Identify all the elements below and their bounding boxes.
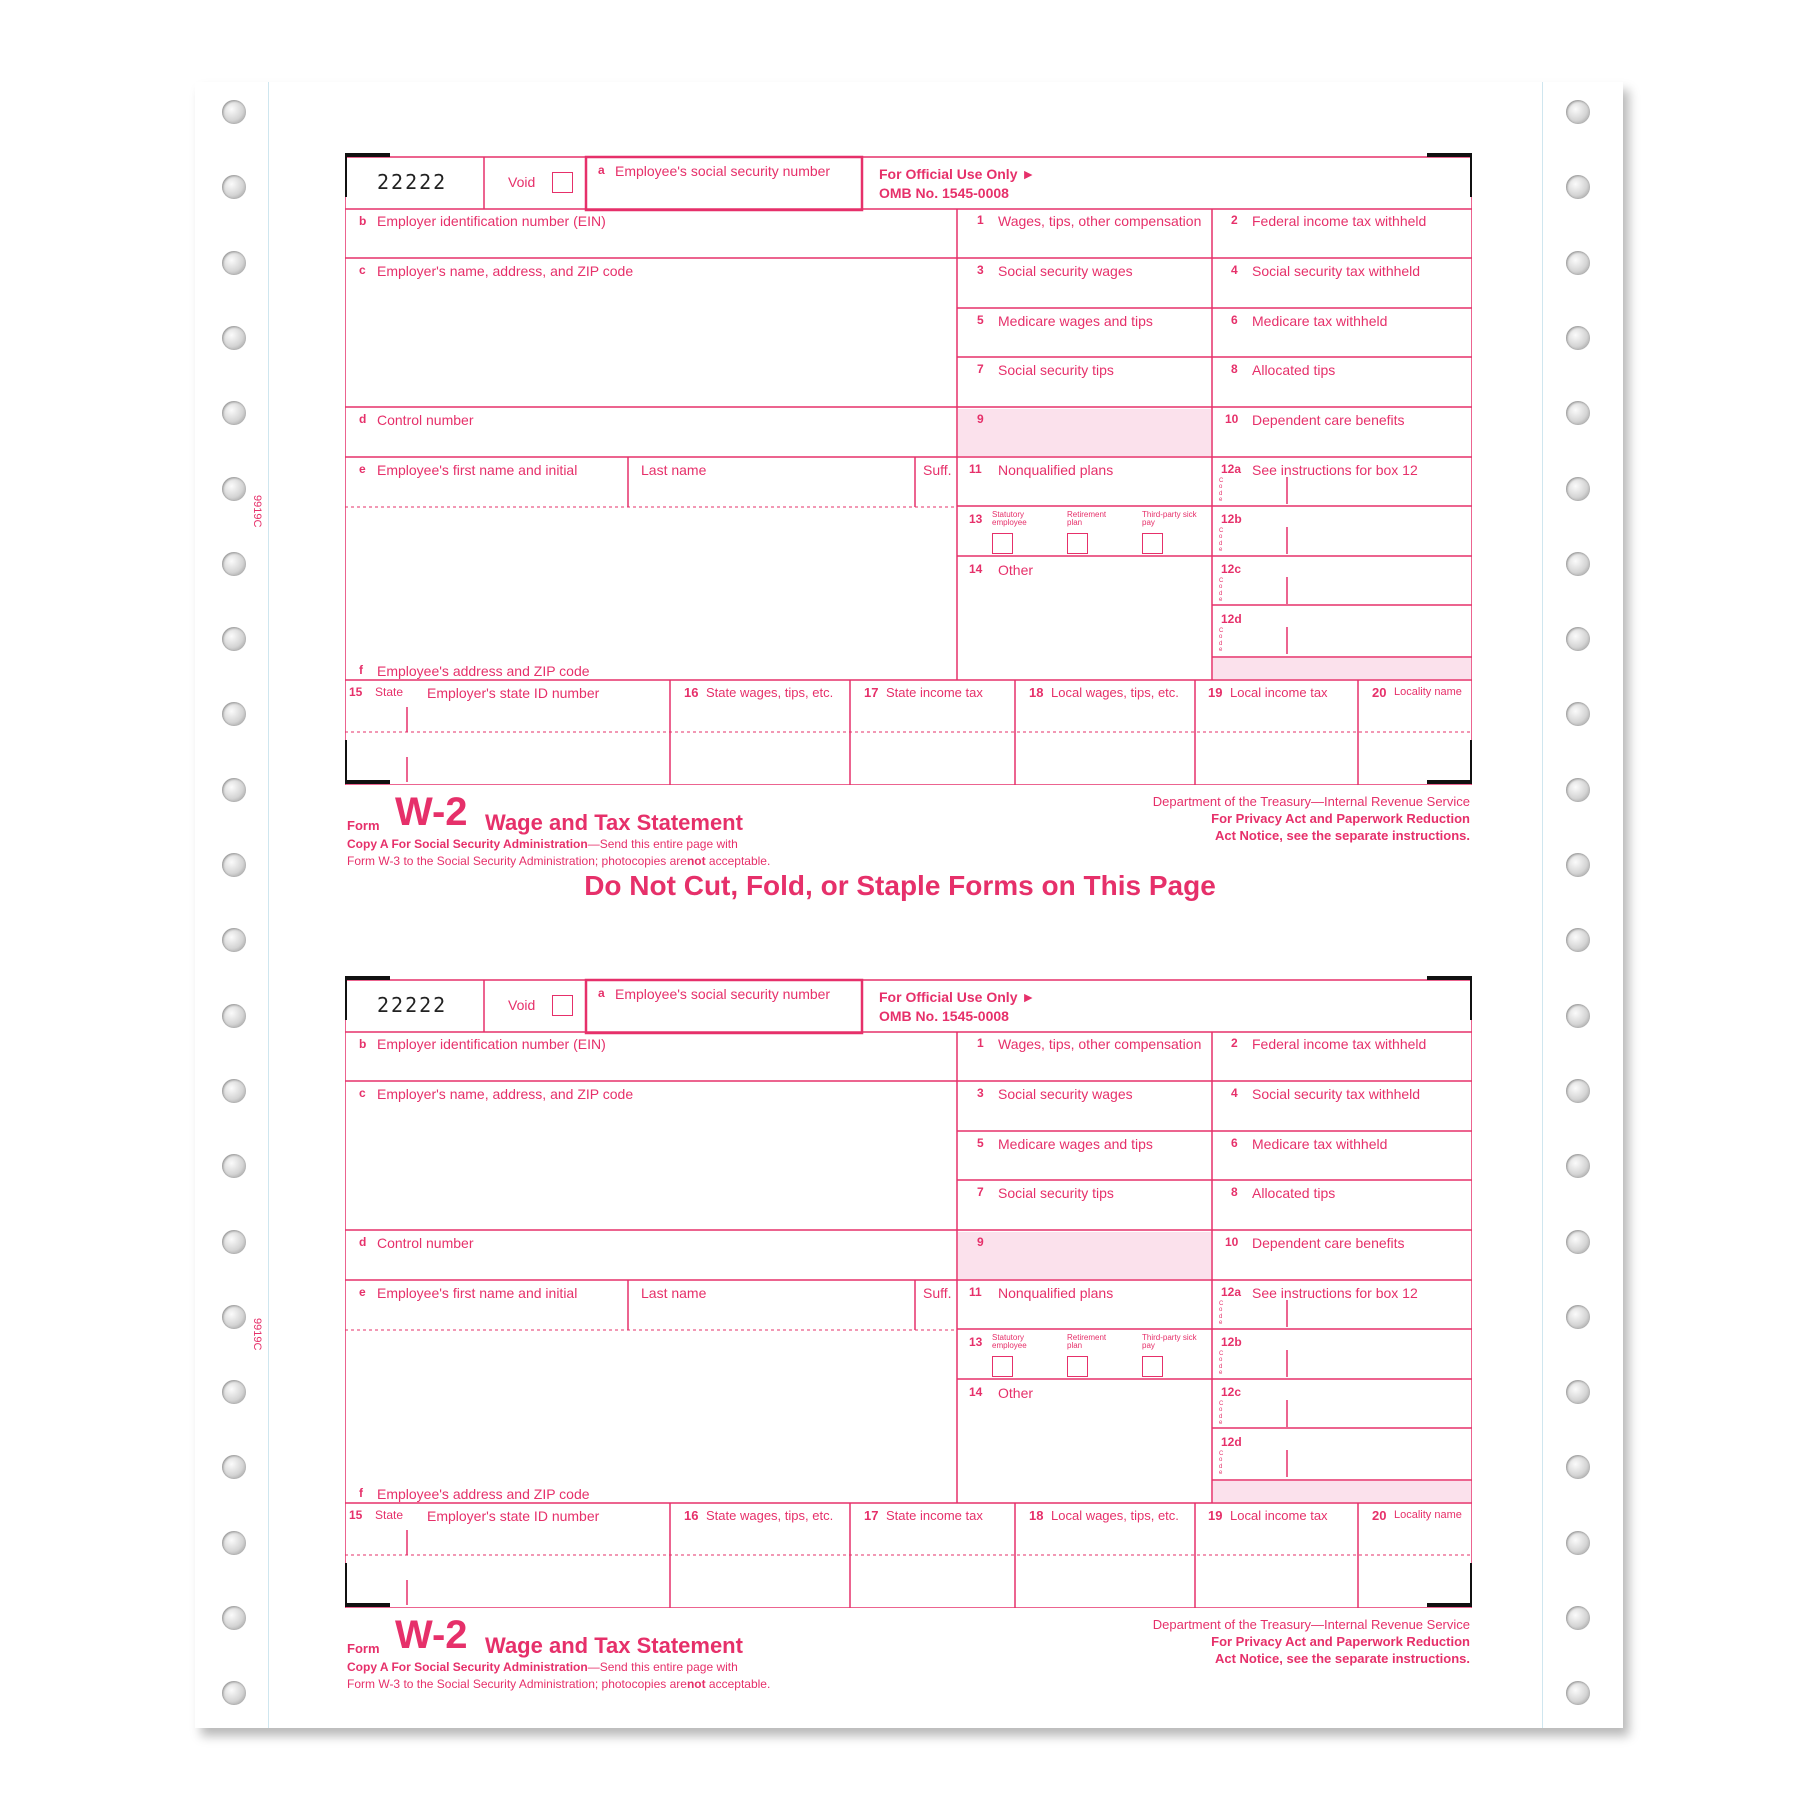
- box12a-code-label: Code: [1219, 1301, 1224, 1326]
- box12b-number: 12b: [1221, 512, 1242, 526]
- box17-label: State income tax: [886, 685, 983, 700]
- copy-a-not: not: [686, 1677, 706, 1691]
- form-code-22222: 22222: [377, 993, 448, 1017]
- feed-hole: [1566, 778, 1590, 802]
- box12d-number: 12d: [1221, 1435, 1242, 1449]
- box12c-number: 12c: [1221, 1385, 1242, 1399]
- box12b-code-label: Code: [1219, 1351, 1224, 1376]
- privacy-notice-line2: Act Notice, see the separate instructions.: [1214, 828, 1470, 843]
- treasury-dept: Department of the Treasury—Internal Revenue Service: [1152, 794, 1470, 809]
- official-use-label: For Official Use Only ►: [879, 989, 1036, 1005]
- retirement-plan-label: Retirement plan: [1067, 1333, 1107, 1351]
- statutory-employee-label: Statutory employee: [992, 1333, 1027, 1351]
- box-b-label: Employer identification number (EIN): [377, 1036, 606, 1052]
- box20-label: Locality name: [1394, 1509, 1462, 1521]
- copy-a-line2b: acceptable.: [705, 854, 771, 868]
- box8-label: Allocated tips: [1252, 362, 1336, 378]
- statutory-employee-checkbox[interactable]: [992, 1356, 1013, 1377]
- box20-number: 20: [1372, 1508, 1387, 1523]
- third-party-sick-pay-label: Third-party sick pay: [1142, 510, 1197, 528]
- copy-a-rest: —Send this entire page with: [587, 837, 738, 851]
- feed-hole: [222, 251, 246, 275]
- form-word: Form: [347, 1641, 380, 1656]
- box1-label: Wages, tips, other compensation: [998, 1036, 1202, 1052]
- box10-number: 10: [1225, 1235, 1239, 1249]
- feed-hole: [222, 1305, 246, 1329]
- form-word: Form: [347, 818, 380, 833]
- box-c-letter: c: [359, 1086, 366, 1100]
- feed-hole: [1566, 1154, 1590, 1178]
- do-not-cut-notice: Do Not Cut, Fold, or Staple Forms on This Page: [584, 870, 1216, 901]
- feed-hole: [1566, 326, 1590, 350]
- feed-hole: [1566, 100, 1590, 124]
- box5-label: Medicare wages and tips: [998, 1136, 1153, 1152]
- box17-number: 17: [864, 1508, 879, 1523]
- box-a-label: Employee's social security number: [615, 163, 831, 179]
- box12a-number: 12a: [1221, 462, 1242, 476]
- feed-hole: [222, 401, 246, 425]
- box7-number: 7: [977, 1185, 984, 1199]
- box8-number: 8: [1231, 1185, 1238, 1199]
- wage-tax-statement-title: Wage and Tax Statement: [485, 810, 743, 835]
- box-e-label: Employee's first name and initial: [377, 1285, 578, 1301]
- void-checkbox[interactable]: [552, 995, 573, 1016]
- last-name-label: Last name: [641, 462, 707, 478]
- feed-hole: [1566, 1079, 1590, 1103]
- copy-a-line2a: Form W-3 to the Social Security Administration; photocopies are: [347, 1677, 687, 1691]
- box13-number: 13: [969, 512, 983, 526]
- retirement-plan-checkbox[interactable]: [1067, 533, 1088, 554]
- omb-number: OMB No. 1545-0008: [879, 1008, 1009, 1024]
- box-d-letter: d: [359, 1235, 367, 1249]
- box10-label: Dependent care benefits: [1252, 412, 1405, 428]
- void-label: Void: [508, 174, 536, 190]
- box20-number: 20: [1372, 685, 1387, 700]
- box6-number: 6: [1231, 1136, 1238, 1150]
- last-name-label: Last name: [641, 1285, 707, 1301]
- box10-label: Dependent care benefits: [1252, 1235, 1405, 1251]
- feed-hole: [1566, 401, 1590, 425]
- box14-number: 14: [969, 1385, 983, 1399]
- feed-hole: [1566, 1004, 1590, 1028]
- box12a-code-label: Code: [1219, 478, 1224, 503]
- box15-number: 15: [349, 685, 363, 699]
- feed-hole: [1566, 1531, 1590, 1555]
- box5-label: Medicare wages and tips: [998, 313, 1153, 329]
- box5-number: 5: [977, 313, 984, 327]
- box18-number: 18: [1029, 1508, 1044, 1523]
- copy-a-not: not: [686, 854, 706, 868]
- copy-a-line2b: acceptable.: [705, 1677, 771, 1691]
- box16-number: 16: [684, 685, 699, 700]
- privacy-notice-line2: Act Notice, see the separate instructions.: [1214, 1651, 1470, 1666]
- feed-hole: [222, 1079, 246, 1103]
- wage-tax-statement-title: Wage and Tax Statement: [485, 1633, 743, 1658]
- box15-id-label: Employer's state ID number: [427, 685, 600, 701]
- retirement-plan-checkbox[interactable]: [1067, 1356, 1088, 1377]
- box19-label: Local income tax: [1230, 1508, 1328, 1523]
- box-a-label: Employee's social security number: [615, 986, 831, 1002]
- box14-label: Other: [998, 562, 1034, 578]
- box4-number: 4: [1231, 1086, 1238, 1100]
- box-d-label: Control number: [377, 412, 474, 428]
- box14-label: Other: [998, 1385, 1034, 1401]
- box12b-number: 12b: [1221, 1335, 1242, 1349]
- left-tear-line: [268, 82, 269, 1728]
- box9-number: 9: [977, 1235, 984, 1249]
- box-f-label: Employee's address and ZIP code: [377, 663, 590, 679]
- feed-hole: [1566, 1606, 1590, 1630]
- box-f-letter: f: [359, 663, 363, 677]
- feed-hole: [1566, 477, 1590, 501]
- box-c-label: Employer's name, address, and ZIP code: [377, 1086, 634, 1102]
- box2-number: 2: [1231, 213, 1238, 227]
- feed-hole: [222, 1606, 246, 1630]
- box15-id-label: Employer's state ID number: [427, 1508, 600, 1524]
- box-c-label: Employer's name, address, and ZIP code: [377, 263, 634, 279]
- box2-number: 2: [1231, 1036, 1238, 1050]
- feed-hole: [222, 1230, 246, 1254]
- box12-instructions: See instructions for box 12: [1252, 462, 1418, 478]
- box17-label: State income tax: [886, 1508, 983, 1523]
- box7-label: Social security tips: [998, 1185, 1114, 1201]
- box11-label: Nonqualified plans: [998, 462, 1114, 478]
- w2-form-top: [345, 152, 1472, 785]
- copy-a-rest: —Send this entire page with: [587, 1660, 738, 1674]
- third-party-sick-pay-label: Third-party sick pay: [1142, 1333, 1197, 1351]
- box12c-code-label: Code: [1219, 1401, 1224, 1426]
- box12d-code-label: Code: [1219, 1451, 1224, 1476]
- box-e-letter: e: [359, 1285, 366, 1299]
- box5-number: 5: [977, 1136, 984, 1150]
- void-checkbox[interactable]: [552, 172, 573, 193]
- box4-label: Social security tax withheld: [1252, 263, 1421, 279]
- box3-label: Social security wages: [998, 263, 1133, 279]
- box16-label: State wages, tips, etc.: [706, 685, 834, 700]
- suffix-label: Suff.: [923, 462, 952, 478]
- box12d-number: 12d: [1221, 612, 1242, 626]
- w2-title: W-2: [395, 1613, 468, 1657]
- box-b-label: Employer identification number (EIN): [377, 213, 606, 229]
- copy-a-bold: Copy A For Social Security Administration: [347, 837, 588, 851]
- box-b-letter: b: [359, 1037, 367, 1051]
- box11-number: 11: [969, 462, 982, 476]
- feed-hole: [1566, 1230, 1590, 1254]
- box-a-letter: a: [598, 986, 605, 1000]
- copy-a-line2: [347, 1678, 770, 1690]
- box18-label: Local wages, tips, etc.: [1051, 685, 1179, 700]
- copy-a-bold: Copy A For Social Security Administration: [347, 1660, 588, 1674]
- box-a-letter: a: [598, 163, 605, 177]
- right-tear-line: [1542, 82, 1543, 1728]
- box1-label: Wages, tips, other compensation: [998, 213, 1202, 229]
- box16-label: State wages, tips, etc.: [706, 1508, 834, 1523]
- box16-number: 16: [684, 1508, 699, 1523]
- box6-label: Medicare tax withheld: [1252, 313, 1388, 329]
- statutory-employee-checkbox[interactable]: [992, 533, 1013, 554]
- official-use-label: For Official Use Only ►: [879, 166, 1036, 182]
- privacy-notice-line1: For Privacy Act and Paperwork Reduction: [1211, 1634, 1470, 1649]
- box-e-label: Employee's first name and initial: [377, 462, 578, 478]
- box12-instructions: See instructions for box 12: [1252, 1285, 1418, 1301]
- box14-number: 14: [969, 562, 983, 576]
- box7-number: 7: [977, 362, 984, 376]
- box11-label: Nonqualified plans: [998, 1285, 1114, 1301]
- statutory-employee-label: Statutory employee: [992, 510, 1027, 528]
- omb-number: OMB No. 1545-0008: [879, 185, 1009, 201]
- copy-a-line1: [347, 838, 738, 850]
- box18-number: 18: [1029, 685, 1044, 700]
- box11-number: 11: [969, 1285, 982, 1299]
- box4-label: Social security tax withheld: [1252, 1086, 1421, 1102]
- box9-number: 9: [977, 412, 984, 426]
- box7-label: Social security tips: [998, 362, 1114, 378]
- box3-number: 3: [977, 1086, 984, 1100]
- feed-hole: [222, 778, 246, 802]
- feed-hole: [1566, 1380, 1590, 1404]
- box4-number: 4: [1231, 263, 1238, 277]
- box2-label: Federal income tax withheld: [1252, 1036, 1427, 1052]
- w2-title: W-2: [395, 790, 468, 834]
- box12c-number: 12c: [1221, 562, 1242, 576]
- box-f-label: Employee's address and ZIP code: [377, 1486, 590, 1502]
- box15-state-label: State: [375, 1508, 404, 1522]
- box3-number: 3: [977, 263, 984, 277]
- feed-hole: [222, 477, 246, 501]
- box6-label: Medicare tax withheld: [1252, 1136, 1388, 1152]
- third-party-sick-pay-checkbox[interactable]: [1142, 533, 1163, 554]
- box12d-code-label: Code: [1219, 628, 1224, 653]
- suffix-label: Suff.: [923, 1285, 952, 1301]
- feed-hole: [1566, 627, 1590, 651]
- box3-label: Social security wages: [998, 1086, 1133, 1102]
- box15-state-label: State: [375, 685, 404, 699]
- feed-hole: [222, 1531, 246, 1555]
- box17-number: 17: [864, 685, 879, 700]
- feed-hole: [222, 1380, 246, 1404]
- feed-hole: [222, 1004, 246, 1028]
- feed-hole: [1566, 552, 1590, 576]
- box8-number: 8: [1231, 362, 1238, 376]
- box8-label: Allocated tips: [1252, 1185, 1336, 1201]
- third-party-sick-pay-checkbox[interactable]: [1142, 1356, 1163, 1377]
- box1-number: 1: [977, 1036, 984, 1050]
- box1-number: 1: [977, 213, 984, 227]
- box-c-letter: c: [359, 263, 366, 277]
- box-d-letter: d: [359, 412, 367, 426]
- feed-hole: [222, 326, 246, 350]
- feed-hole: [222, 627, 246, 651]
- feed-hole: [222, 1154, 246, 1178]
- box15-number: 15: [349, 1508, 363, 1522]
- void-label: Void: [508, 997, 536, 1013]
- box20-label: Locality name: [1394, 686, 1462, 698]
- copy-a-line1: [347, 1661, 738, 1673]
- feed-hole: [222, 100, 246, 124]
- box13-number: 13: [969, 1335, 983, 1349]
- box12b-code-label: Code: [1219, 528, 1224, 553]
- copy-a-line2: [347, 855, 770, 867]
- box12a-number: 12a: [1221, 1285, 1242, 1299]
- box10-number: 10: [1225, 412, 1239, 426]
- side-form-code: 9919C: [251, 1318, 263, 1351]
- box2-label: Federal income tax withheld: [1252, 213, 1427, 229]
- treasury-dept: Department of the Treasury—Internal Revenue Service: [1152, 1617, 1470, 1632]
- box19-number: 19: [1208, 685, 1223, 700]
- form-code-22222: 22222: [377, 170, 448, 194]
- retirement-plan-label: Retirement plan: [1067, 510, 1107, 528]
- copy-a-line2a: Form W-3 to the Social Security Administration; photocopies are: [347, 854, 687, 868]
- box-d-label: Control number: [377, 1235, 474, 1251]
- box19-label: Local income tax: [1230, 685, 1328, 700]
- box-f-letter: f: [359, 1486, 363, 1500]
- privacy-notice-line1: For Privacy Act and Paperwork Reduction: [1211, 811, 1470, 826]
- box-b-letter: b: [359, 214, 367, 228]
- feed-hole: [1566, 1305, 1590, 1329]
- feed-hole: [222, 552, 246, 576]
- box18-label: Local wages, tips, etc.: [1051, 1508, 1179, 1523]
- feed-hole: [1566, 251, 1590, 275]
- side-form-code: 9919C: [251, 495, 263, 528]
- box19-number: 19: [1208, 1508, 1223, 1523]
- box-e-letter: e: [359, 462, 366, 476]
- box12c-code-label: Code: [1219, 578, 1224, 603]
- w2-form-bottom: [345, 975, 1472, 1608]
- box6-number: 6: [1231, 313, 1238, 327]
